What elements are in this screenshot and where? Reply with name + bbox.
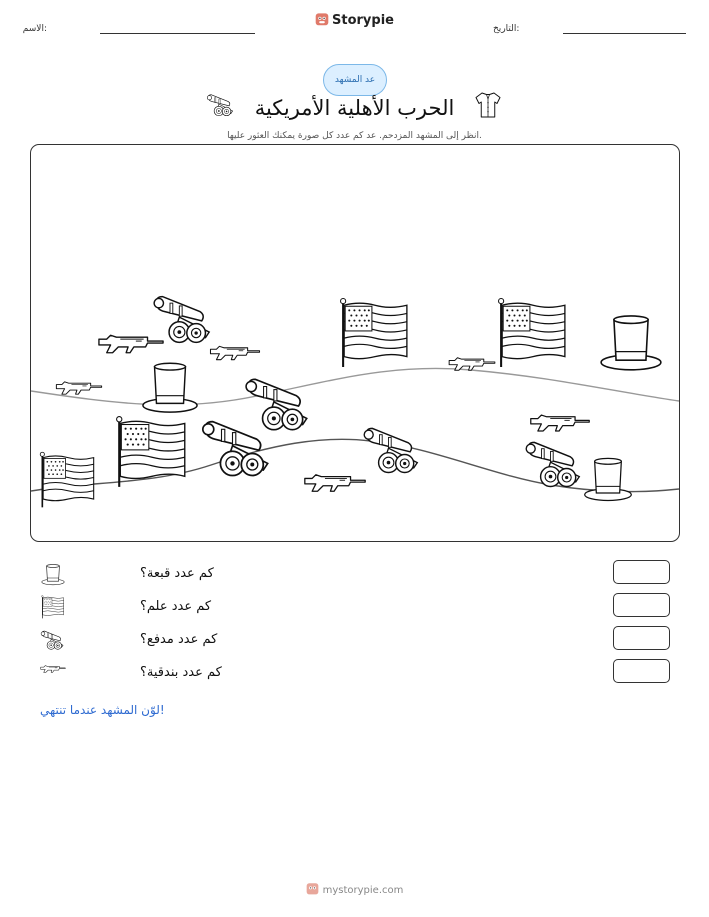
date-line[interactable]: [563, 33, 686, 34]
brand-header: [0, 12, 709, 28]
flag-icon: [40, 452, 93, 507]
rifle-icon: [305, 475, 365, 491]
rifle-icon: [99, 335, 163, 352]
flag-icon: [40, 595, 66, 619]
question-label: كم عدد علم؟: [140, 599, 212, 614]
question-label: كم عدد قبعة؟: [140, 566, 214, 581]
cannon-icon: [203, 422, 268, 476]
scene-frame: [30, 144, 680, 542]
question-label: كم عدد مدفع؟: [140, 632, 218, 647]
question-rifles: [40, 661, 260, 685]
rifle-icon: [210, 346, 259, 359]
flag-icon: [499, 299, 565, 367]
cannon-icon: [40, 628, 66, 652]
name-line[interactable]: [100, 33, 255, 34]
answer-box-flags[interactable]: [613, 593, 670, 617]
rifle-icon: [56, 382, 101, 394]
back-hill-line: [31, 368, 679, 404]
question-flags: [40, 595, 260, 619]
answer-box-rifles[interactable]: [613, 659, 670, 683]
flag-icon: [341, 299, 407, 367]
cannon-icon: [364, 428, 417, 472]
top-hat-icon: [40, 562, 66, 586]
scene-count-badge: عد المشهد: [323, 64, 387, 96]
flag-icon: [117, 417, 185, 487]
scene-canvas: [31, 145, 679, 541]
cannon-icon: [526, 442, 579, 486]
color-instruction: لوّن المشهد عندما تنتهي!: [40, 703, 165, 717]
top-hat-icon: [143, 363, 197, 412]
footer: [0, 882, 709, 896]
top-hat-icon: [585, 458, 632, 500]
rifle-icon: [449, 358, 495, 370]
name-label: الاسم:: [22, 24, 47, 34]
top-hat-icon: [601, 316, 661, 370]
instructions: انظر إلى المشهد المزدحم. عد كم عدد كل صورة يمكنك العثور عليها.: [227, 131, 482, 141]
question-label: كم عدد بندقية؟: [140, 665, 222, 680]
rifle-icon: [40, 663, 66, 675]
shirt-icon: [473, 90, 503, 120]
footer-url[interactable]: mystorypie.com: [322, 885, 404, 896]
storypie-logo-icon: [306, 882, 319, 895]
brand-name: Storypie: [332, 13, 394, 28]
cannon-icon: [154, 297, 209, 343]
storypie-logo-icon: [315, 12, 329, 26]
page-title: الحرب الأهلية الأمريكية: [254, 96, 455, 120]
answer-box-hats[interactable]: [613, 560, 670, 584]
question-cannons: [40, 628, 260, 652]
question-hats: [40, 562, 260, 586]
date-label: التاريخ:: [493, 24, 520, 34]
rifle-icon: [531, 415, 589, 431]
answer-box-cannons[interactable]: [613, 626, 670, 650]
